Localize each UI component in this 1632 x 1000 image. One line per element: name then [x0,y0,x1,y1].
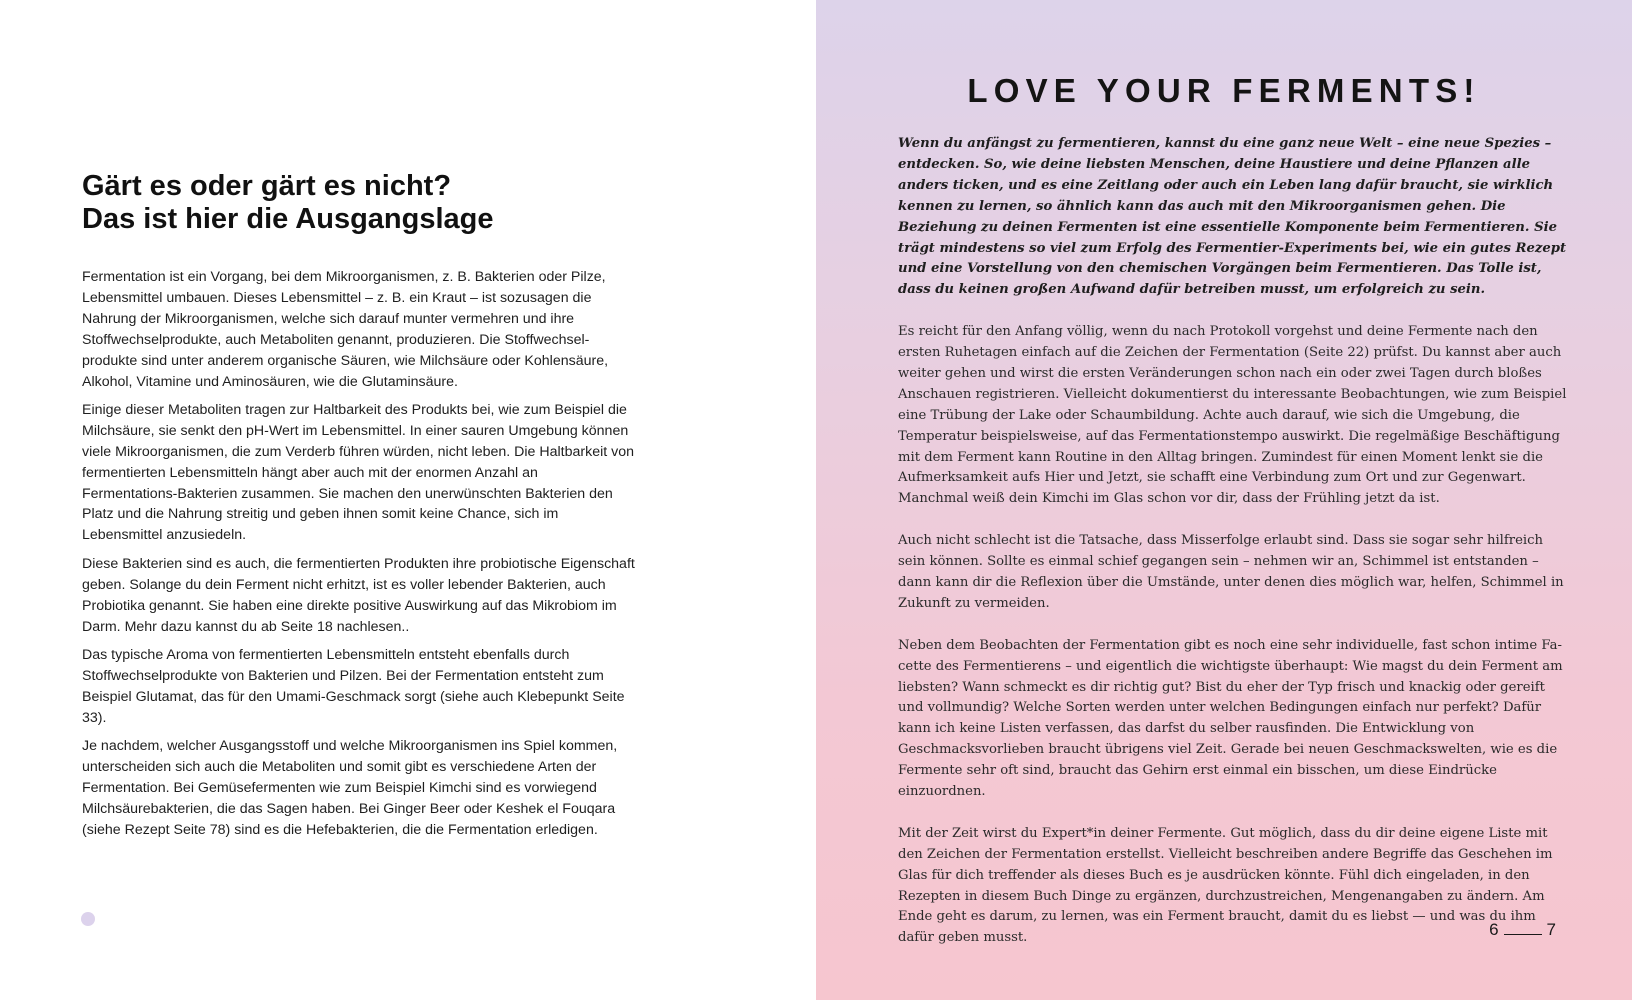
page-number-right: 7 [1546,920,1556,939]
section-heading-line-1: Gärt es oder gärt es nicht? [82,170,452,202]
decorative-dot-icon [81,912,95,926]
page-numbers [1489,920,1556,940]
left-body-text [82,267,637,848]
paragraph: Diese Bakterien sind es auch, die fermentierten Produkten ihre probiotische Eigenschaft geben. Solange du dein Ferment nicht erhitzt, ist es voller lebender Bakterien, auch Probiotika genannt. Sie haben eine direkte positive Auswirkung auf das Mikrobiom im Darm. Mehr dazu kannst du ab Seite 18 nachlesen.. [82,555,635,635]
paragraph: Je nachdem, welcher Ausgangsstoff und welche Mikroorganismen ins Spiel kommen, unterscheiden sich auch die Metaboliten und somit gibt es verschiedene Arten der Fermentation. Bei Gemüsefermenten wie zum Beispiel Kimchi sind es vorwiegend Milchsäurebakterien, die das Sagen haben. Bei Ginger Beer oder Keshek el Fouqara (siehe Rezept Seite 78) sind es die Hefebakterien, die die Fermentation erledigen. [82,738,618,838]
paragraph: Fermentation ist ein Vorgang, bei dem Mikroorganismen, z. B. Bakterien oder Pilze, Lebensmittel umbauen. Dieses Lebensmittel – z. B. ein Kraut – ist sozusagen die Nahrung der Mikroorganismen, welche sich darauf munter vermehren und ihre Stoffwechselprodukte, auch Metaboliten genannt, produzieren. Die Stoffwechselprodukte sind unter anderem organische Säuren, wie Milchsäure oder Kohlensäure, Alkohol, Vitamine und Aminosäuren, wie die Glutaminsäure. [82,269,609,390]
right-body-text [898,134,1568,970]
paragraph: Mit der Zeit wirst du Expert*in deiner Fermente. Gut möglich, dass du dir deine eigene Liste mit den Zeichen der Fermentation erstellst. Vielleicht beschreiben andere Begriffe das Geschehen im Glas für dich treffender als dieses Buch es je ausdrücken könnte. Fühl dich eingeladen, in den Rezepten in diesem Buch Dinge zu ergänzen, durchzustreichen, Mengenangaben zu ändern. Am Ende geht es darum, zu lernen, was ein Ferment braucht, damit du es liebst — und was du ihm dafür geben musst. [898,825,1553,946]
paragraph: Auch nicht schlecht ist die Tatsache, dass Misserfolge erlaubt sind. Dass sie sogar sehr hilfreich sein können. Sollte es einmal schief gegangen sein – nehmen wir an, Schimmel ist entstanden – dann kann dir die Reflexion über die Umstände, unter denen dies möglich war, helfen, Schimmel in Zukunft zu vermeiden. [898,533,1564,611]
right-page [816,0,1632,1000]
page-number-left: 6 [1489,920,1499,939]
paragraph: Einige dieser Metaboliten tragen zur Haltbarkeit des Produkts bei, wie zum Beispiel die Milchsäure, sie senkt den pH-Wert im Lebensmittel. In einer sauren Umgebung können viele Mikroorganismen, die zum Verderb führen würden, nicht leben. Die Haltbarkeit von fermentierten Lebensmitteln hängt aber auch mit der enormen Anzahl an Fermentations-Bakterien zusammen. Sie machen den unerwünschten Bakterien den Platz und die Nahrung streitig und geben ihnen somit keine Chance, sich im Lebensmittel anzusiedeln. [82,401,635,544]
page-title: LOVE YOUR FERMENTS! [967,72,1481,109]
paragraph: Neben dem Beobachten der Fermentation gibt es noch eine sehr individuelle, fast schon intime Facette des Fermentierens – und eigentlich die wichtigste überhaupt: Wie magst du dein Ferment am liebsten? Wann schmeckt es dir richtig gut? Bist du eher der Typ frisch und knackig oder gereift und vollmundig? Welche Sorten werden unter welchen Bedingungen einfach nur perfekt? Dafür kann ich keine Listen verfassen, das darfst du selber rausfinden. Die Entwicklung von Geschmacksvorlieben braucht übrigens viel Zeit. Gerade bei neuen Geschmackswelten, wie es die Fermente sehr oft sind, braucht das Gehirn erst einmal ein bisschen, um diese Eindrücke einzuordnen. [898,637,1563,800]
paragraph: Es reicht für den Anfang völlig, wenn du nach Protokoll vorgehst und deine Fermente nach den ersten Ruhetagen einfach auf die Zeichen der Fermentation (Seite 22) prüfst. Du kannst aber auch weiter gehen und wirst die ersten Veränderungen schon nach ein oder zwei Tagen durch bloßes Anschauen registrieren. Vielleicht dokumentierst du interessante Beobachtungen, wie zum Beispiel eine Trübung der Lake oder Schaumbildung. Achte auch darauf, wie sich die Umgebung, die Temperatur beispielsweise, auf das Fermentationstempo auswirkt. Die regelmäßige Beschäftigung mit dem Ferment kann Routine in den Alltag bringen. Zumindest für einen Moment lenkt sie die Aufmerksamkeit aufs Hier und Jetzt, sie schafft eine Verbindung zum Ort und zur Gegenwart. Manchmal weiß dein Kimchi im Glas schon vor dir, dass der Frühling jetzt da ist. [898,324,1567,507]
section-heading [82,170,642,236]
page-number-divider [1504,934,1542,935]
intro-paragraph: Wenn du anfängst zu fermentieren, kannst du eine ganz neue Welt – eine neue Spezies – entdecken. So, wie deine liebsten Menschen, deine Haustiere und deine Pflanzen alle anders ticken, und es eine Zeitlang oder auch ein Leben lang dafür braucht, sie wirklich kennen zu lernen, so ähnlich kann das auch mit den Mikroorganismen gehen. Die Beziehung zu deinen Fermenten ist eine essentielle Komponente beim Fermentieren. Sie trägt mindestens so viel zum Erfolg des Fermentier-Experiments bei, wie ein gutes Rezept und eine Vorstellung von den chemischen Vorgängen beim Fermentieren. Das Tolle ist, dass du keinen großen Aufwand dafür betreiben musst, um erfolgreich zu sein. [898,136,1567,298]
section-heading-line-2: Das ist hier die Ausgangslage [82,203,494,235]
paragraph: Das typische Aroma von fermentierten Lebensmitteln entsteht ebenfalls durch Stoffwechselprodukte von Bakterien und Pilzen. Bei der Fermentation entsteht zum Beispiel Glutamat, das für den Umami-Geschmack sorgt (siehe auch Klebepunkt Seite 33). [82,646,625,726]
